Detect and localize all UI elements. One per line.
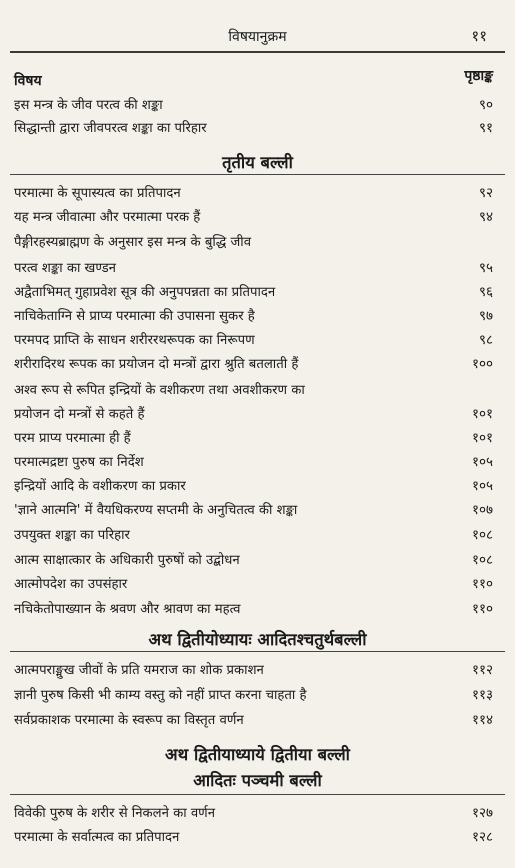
entry-page: ९० <box>478 97 493 113</box>
entry-page: ९७ <box>478 308 493 324</box>
section-heading: अथ द्वितीयोध्यायः आदितश्चतुर्थबल्ली <box>148 630 367 649</box>
entry-page: ११२ <box>471 662 493 678</box>
entry-title: परमात्मा के सूपास्यत्व का प्रतिपादन <box>14 186 181 201</box>
toc-entry <box>14 572 493 594</box>
entry-page: ११३ <box>471 687 493 703</box>
section-heading: तृतीय बल्ली <box>222 153 293 172</box>
entry-page: ११४ <box>471 712 493 728</box>
entry-page: १०८ <box>471 552 493 568</box>
entry-title: अद्वैताभिमत् गुहाप्रवेश सूत्र की अनुपपन्नता का प्रतिपादन <box>14 285 276 300</box>
toc-entry <box>14 93 493 115</box>
toc-entry <box>14 116 493 138</box>
toc-entry <box>14 426 493 448</box>
entry-title: 'ज्ञाने आत्मनि' में वैयधिकरण्य सप्तमी के अनुचितत्व की शङ्का <box>14 503 298 518</box>
section-divider <box>10 174 505 175</box>
entry-page: १०० <box>471 356 493 372</box>
running-title: विषयानुक्रम <box>228 29 287 45</box>
entry-page: ९२ <box>478 185 493 201</box>
entry-page: १२८ <box>471 829 493 845</box>
entry-title: विवेकी पुरुष के शरीर से निकलने का वर्णन <box>14 806 216 821</box>
entry-title: शरीरादिरथ रूपक का प्रयोजन दो मन्त्रों द्वारा श्रुति बतलाती हैं <box>14 357 299 372</box>
toc-entry <box>14 352 493 374</box>
entry-title: परत्व शङ्का का खण्डन <box>14 261 116 276</box>
toc-entry <box>14 256 493 278</box>
toc-entry <box>14 801 493 823</box>
entry-title: नचिकेतोपाख्यान के श्रवण और श्रावण का महत्व <box>14 602 241 617</box>
entry-page: १०५ <box>471 478 493 494</box>
toc-entry <box>14 548 493 570</box>
entry-title: परमात्मा के सर्वात्मत्व का प्रतिपादन <box>14 830 180 845</box>
entry-page: १०५ <box>471 454 493 470</box>
entry-title: आत्मपराङ्मुख जीवों के प्रति यमराज का शोक प्रकाशन <box>14 663 264 678</box>
toc-entry <box>14 658 493 680</box>
toc-entry <box>14 280 493 302</box>
entry-page: १०८ <box>471 527 493 543</box>
entry-page: ११० <box>471 576 493 592</box>
toc-entry <box>14 474 493 496</box>
entry-title: सर्वप्रकाशक परमात्मा के स्वरूप का विस्तृत वर्णन <box>14 713 244 728</box>
page-number: ११ <box>471 27 487 45</box>
entry-title: इन्द्रियों आदि के वशीकरण का प्रकार <box>14 479 186 494</box>
entry-title: ज्ञानी पुरुष किसी भी काम्य वस्तु को नहीं प्राप्त करना चाहता है <box>14 688 307 703</box>
entry-title: यह मन्त्र जीवात्मा और परमात्मा परक हैं <box>14 210 201 225</box>
entry-page: १०१ <box>471 430 493 446</box>
entry-page: ९८ <box>478 332 493 348</box>
entry-title: नाचिकेताग्नि से प्राप्य परमात्मा की उपासना सुकर है <box>14 309 255 324</box>
entry-title: प्रयोजन दो मन्त्रों से कहते हैं <box>14 407 145 422</box>
entry-title: आत्मोपदेश का उपसंहार <box>14 577 128 592</box>
entry-title: परम प्राप्य परमात्मा ही हैं <box>14 431 131 446</box>
entry-title: सिद्धान्ती द्वारा जीवपरत्व शङ्का का परिहार <box>14 121 207 136</box>
toc-entry <box>14 597 493 619</box>
section-divider <box>10 651 505 652</box>
toc-entry <box>14 328 493 350</box>
entry-page: ९१ <box>478 120 493 136</box>
entry-page: ९४ <box>478 209 493 225</box>
toc-entry <box>14 708 493 730</box>
toc-entry <box>14 523 493 545</box>
toc-entry <box>14 181 493 203</box>
entry-page: ९५ <box>478 260 493 276</box>
entry-page: १२७ <box>471 805 493 821</box>
section-subheading: आदितः पञ्चमी बल्ली <box>193 771 322 790</box>
toc-entry <box>14 825 493 847</box>
toc-entry <box>14 450 493 472</box>
entry-page: १०७ <box>471 502 493 518</box>
entry-page: ११० <box>471 601 493 617</box>
toc-entry <box>14 498 493 520</box>
entry-title: अश्व रूप से रूपित इन्द्रियों के वशीकरण तथा अवशीकरण का <box>14 383 305 398</box>
entry-title: परमात्मद्रष्टा पुरुष का निर्देश <box>14 455 144 470</box>
toc-entry <box>14 230 493 252</box>
entry-title: आत्म साक्षात्कार के अधिकारी पुरुषों को उद्बोधन <box>14 553 240 568</box>
entry-title: पैङ्गीरहस्यब्राह्मण के अनुसार इस मन्त्र के बुद्धि जीव <box>14 235 252 250</box>
toc-entry <box>14 378 493 400</box>
page-column-heading: पृष्ठाङ्क <box>464 68 493 84</box>
section-heading: अथ द्वितीयाध्याये द्वितीया बल्ली <box>165 745 350 764</box>
toc-entry <box>14 205 493 227</box>
entry-title: उपयुक्त शङ्का का परिहार <box>14 528 130 543</box>
entry-title: परमपद प्राप्ति के साधन शरीररथरूपक का निरूपण <box>14 333 255 348</box>
toc-entry <box>14 304 493 326</box>
running-header <box>8 24 507 50</box>
section-divider <box>10 794 505 795</box>
toc-entry <box>14 402 493 424</box>
toc-entry <box>14 683 493 705</box>
entry-page: ९६ <box>478 284 493 300</box>
entry-page: १०१ <box>471 406 493 422</box>
entry-title: इस मन्त्र के जीव परत्व की शङ्का <box>14 98 163 113</box>
header-rule <box>10 51 505 53</box>
subject-column-heading: विषय <box>14 73 42 89</box>
